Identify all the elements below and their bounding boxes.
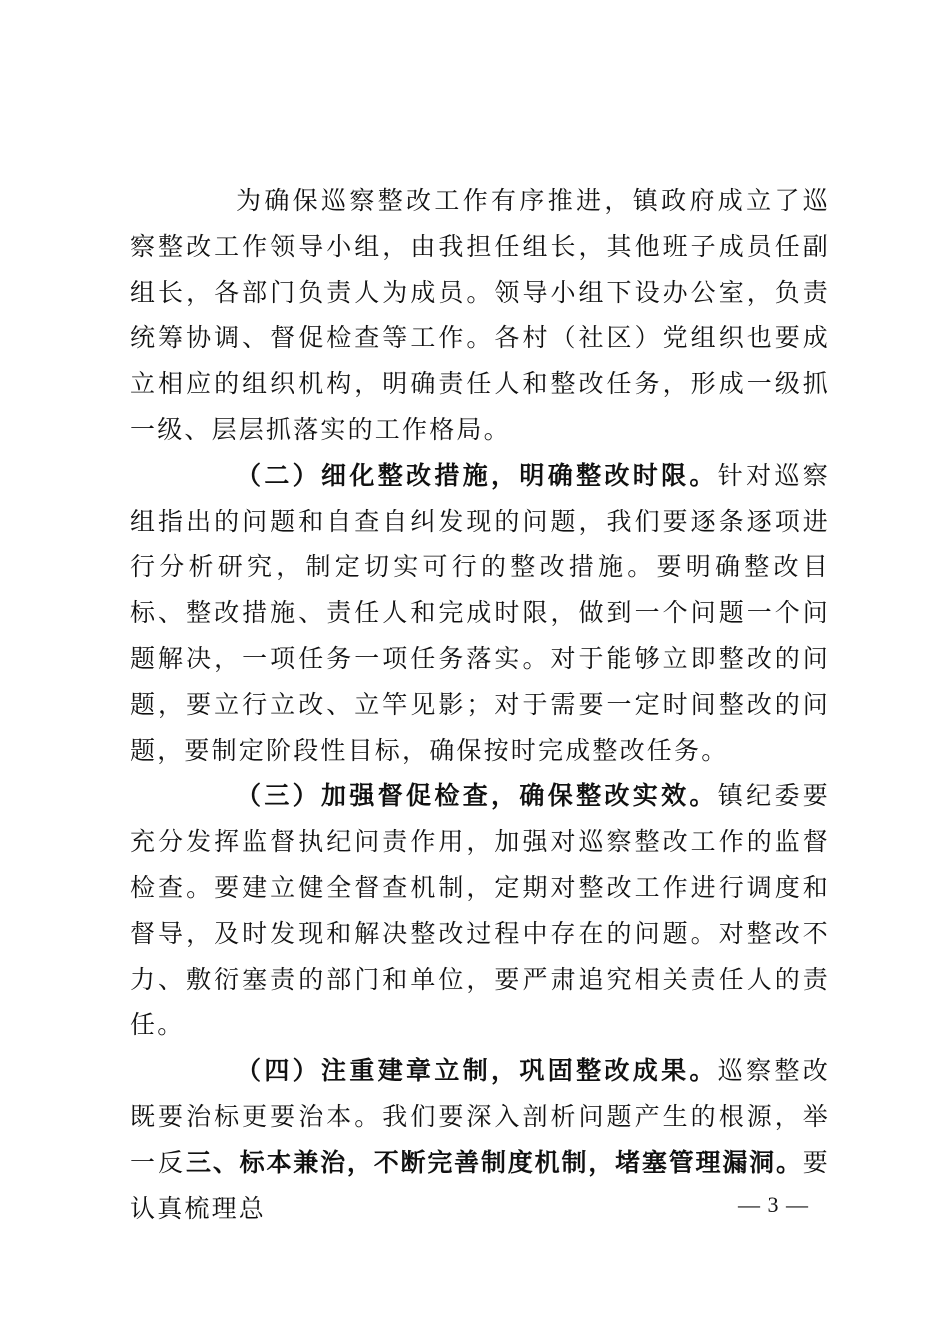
paragraph-leadership-group <box>130 178 830 453</box>
section-heading-four: （四）注重建章立制，巩固整改成果。 <box>236 1056 718 1086</box>
paragraph-section-two <box>130 453 830 774</box>
paragraph-text: 为确保巡察整改工作有序推进，镇政府成立了巡察整改工作领导小组，由我担任组长，其他班子成员任副组长，各部门负责人为成员。领导小组下设办公室，负责统筹协调、督促检查等工作。各村（社区）党组织也要成立相应的组织机构，明确责任人和整改任务，形成一级抓一级、层层抓落实的工作格局。 <box>130 186 830 444</box>
paragraph-section-four <box>130 1048 830 1231</box>
paragraph-text: 镇纪委要充分发挥监督执纪问责作用，加强对巡察整改工作的监督检查。要建立健全督查机制，定期对整改工作进行调度和督导，及时发现和解决整改过程中存在的问题。对整改不力、敷衍塞责的部门和单位，要严肃追究相关责任人的责任。 <box>130 781 830 1040</box>
section-heading-two: （二）细化整改措施，明确整改时限。 <box>236 460 718 490</box>
document-body <box>130 178 830 1231</box>
paragraph-text: 针对巡察组指出的问题和自查自纠发现的问题，我们要逐条逐项进行分析研究，制定切实可行的整改措施。要明确整改目标、整改措施、责任人和完成时限，做到一个问题一个问题解决，一项任务一项任务落实。对于能够立即整改的问题，要立行立改、立竿见影；对于需要一定时间整改的问题，要制定阶段性目标，确保按时完成整改任务。 <box>130 460 830 765</box>
bold-inline-text: 三、标本兼治，不断完善制度机制，堵塞管理漏洞。 <box>186 1147 803 1177</box>
paragraph-text-after: 要认真梳理总 <box>130 1147 830 1223</box>
paragraph-text: 巡察整改既要治标更要治本。我们要深入剖析问题产生的根源，举一反 <box>130 1056 830 1177</box>
paragraph-section-three <box>130 773 830 1048</box>
page-number: — 3 — <box>738 1192 809 1217</box>
section-heading-three: （三）加强督促检查，确保整改实效。 <box>236 781 718 811</box>
